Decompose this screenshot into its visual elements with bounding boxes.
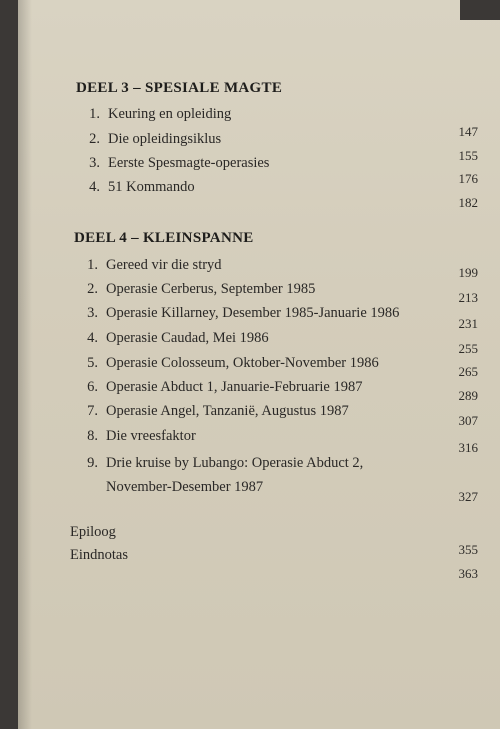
entry-number: 3. — [89, 155, 100, 171]
entry-number: 1. — [89, 106, 100, 122]
toc-entry — [78, 428, 196, 445]
toc-entry-epiloog: Epiloog — [70, 524, 116, 540]
entry-title-continued: November-Desember 1987 — [106, 479, 264, 495]
toc-entry — [80, 179, 195, 196]
page-number: 255 — [458, 341, 478, 356]
entry-number: 7. — [87, 403, 98, 419]
entry-title: 51 Kommando — [108, 179, 195, 195]
page-number: 289 — [458, 388, 478, 403]
page-number: 355 — [458, 542, 478, 557]
toc-entry — [78, 305, 399, 322]
page-number: 199 — [458, 265, 478, 280]
entry-title: Operasie Colosseum, Oktober-November 1986 — [106, 355, 379, 371]
book-page — [18, 0, 500, 729]
page-gutter-shadow — [18, 0, 32, 729]
entry-title: Operasie Abduct 1, Januarie-Februarie 1987 — [106, 379, 363, 395]
toc-entry — [78, 281, 315, 298]
page-number: 147 — [458, 124, 478, 139]
toc-entry — [80, 155, 269, 172]
entry-title: Operasie Angel, Tanzanië, Augustus 1987 — [106, 403, 349, 419]
entry-title: Gereed vir die stryd — [106, 257, 222, 273]
toc-entry — [78, 379, 362, 396]
toc-entry-eindnotas: Eindnotas — [70, 547, 128, 563]
entry-title: Eerste Spesmagte-operasies — [108, 155, 270, 171]
entry-title: Operasie Cerberus, September 1985 — [106, 281, 316, 297]
toc-entry — [78, 257, 222, 274]
entry-number: 2. — [87, 281, 98, 297]
entry-number: 4. — [87, 330, 98, 346]
part3-heading: DEEL 3 – SPESIALE MAGTE — [76, 80, 283, 96]
entry-number: 5. — [87, 355, 98, 371]
entry-number: 2. — [89, 131, 100, 147]
page-number: 176 — [458, 171, 478, 186]
part4-heading: DEEL 4 – KLEINSPANNE — [74, 230, 254, 246]
toc-entry — [80, 106, 231, 123]
page-number: 307 — [458, 413, 478, 428]
toc-entry — [78, 455, 363, 472]
toc-entry — [78, 330, 269, 347]
page-number: 363 — [458, 566, 478, 581]
entry-number: 9. — [87, 455, 98, 471]
page-number: 327 — [458, 489, 478, 504]
entry-number: 4. — [89, 179, 100, 195]
page-number: 231 — [458, 316, 478, 331]
page-corner — [460, 0, 500, 20]
page-number: 155 — [458, 148, 478, 163]
entry-number: 6. — [87, 379, 98, 395]
entry-title: Die vreesfaktor — [106, 428, 196, 444]
entry-title: Operasie Killarney, Desember 1985-Januarie 1986 — [106, 305, 400, 321]
page-number: 213 — [458, 290, 478, 305]
toc-entry — [80, 131, 221, 148]
toc-entry — [78, 355, 379, 372]
entry-title: Keuring en opleiding — [108, 106, 232, 122]
entry-number: 1. — [87, 257, 98, 273]
page-number: 182 — [458, 195, 478, 210]
entry-number: 8. — [87, 428, 98, 444]
entry-number: 3. — [87, 305, 98, 321]
page-number: 316 — [458, 440, 478, 455]
toc-entry — [78, 403, 349, 420]
entry-title: Drie kruise by Lubango: Operasie Abduct 2, — [106, 455, 364, 471]
page-number: 265 — [458, 364, 478, 379]
entry-title: Die opleidingsiklus — [108, 131, 222, 147]
entry-title: Operasie Caudad, Mei 1986 — [106, 330, 269, 346]
